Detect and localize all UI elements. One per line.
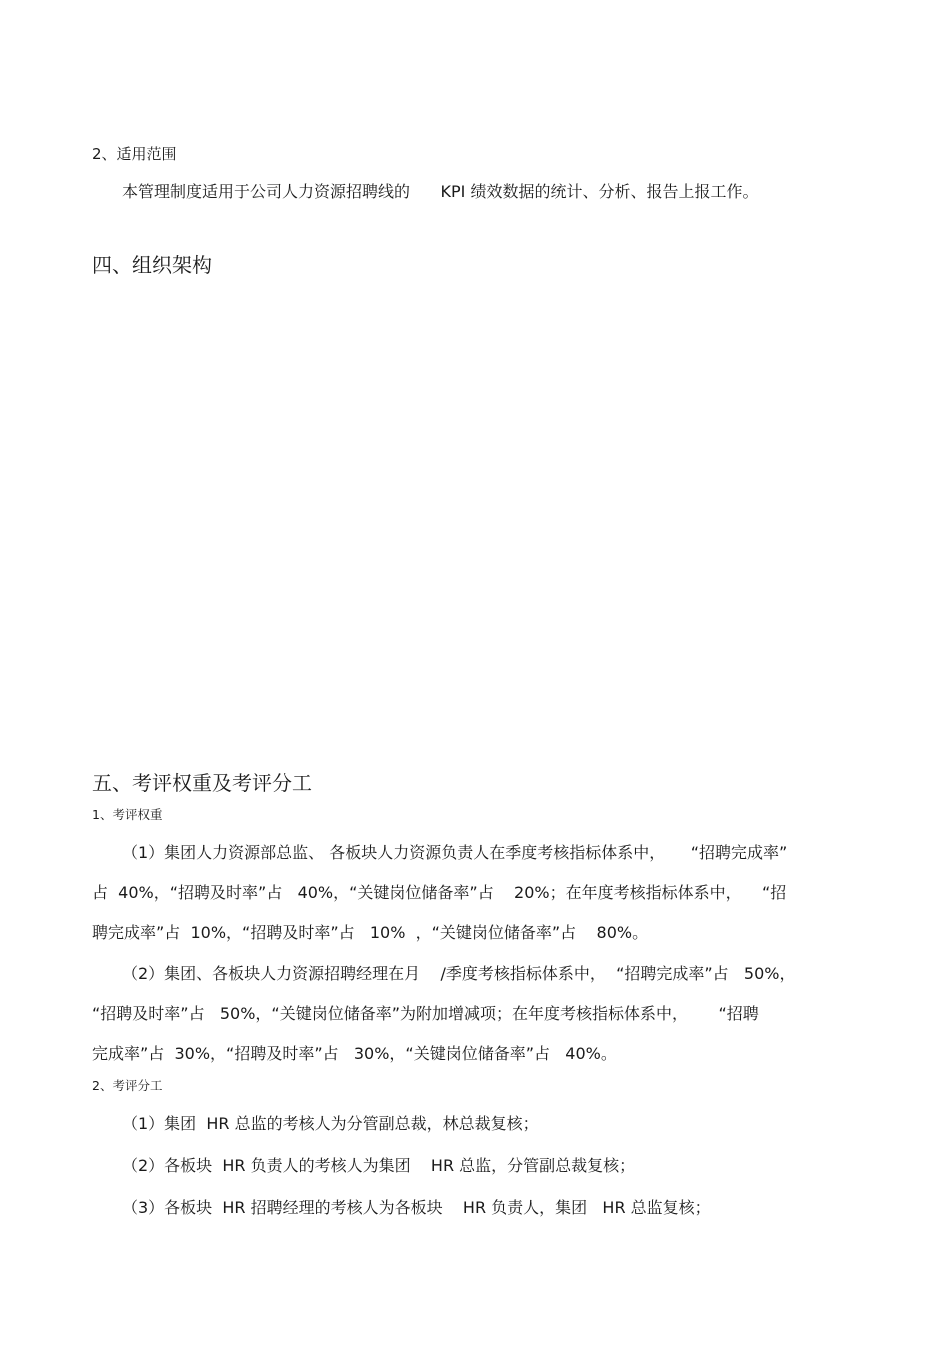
weight-para2-line1: （2）集团、各板块人力资源招聘经理在月 /季度考核指标体系中， “招聘完成率”占 50%，: [122, 964, 796, 983]
division-item-3: （3）各板块 HR 招聘经理的考核人为各板块 HR 负责人，集团 HR 总监复核；: [122, 1198, 711, 1217]
division-item-2: （2）各板块 HR 负责人的考核人为集团 HR 总监，分管副总裁复核；: [122, 1156, 636, 1175]
weight-para2-line2: “招聘及时率”占 50%，“关键岗位储备率”为附加增减项；在年度考核指标体系中， “招聘: [92, 1004, 759, 1023]
applicability-heading: 2、适用范围: [92, 145, 177, 163]
evaluation-section-heading: 五、考评权重及考评分工: [92, 771, 312, 795]
evaluation-division-heading: 2、考评分工: [92, 1078, 163, 1093]
weight-para2-line3: 完成率”占 30%，“招聘及时率”占 30%，“关键岗位储备率”占 40%。: [92, 1044, 617, 1063]
weight-para1-line2: 占 40%，“招聘及时率”占 40%，“关键岗位储备率”占 20%；在年度考核指标体系中， “招: [92, 883, 787, 902]
weight-para1-line3: 聘完成率”占 10%，“招聘及时率”占 10% ，“关键岗位储备率”占 80%。: [92, 923, 649, 942]
evaluation-weight-heading: 1、考评权重: [92, 807, 163, 822]
org-structure-heading: 四、组织架构: [92, 253, 212, 277]
division-item-1: （1）集团 HR 总监的考核人为分管副总裁，林总裁复核；: [122, 1114, 539, 1133]
weight-para1-line1: （1）集团人力资源部总监、 各板块人力资源负责人在季度考核指标体系中， “招聘完成率”: [122, 843, 788, 862]
applicability-body: 本管理制度适用于公司人力资源招聘线的 KPI 绩效数据的统计、分析、报告上报工作。: [122, 182, 759, 201]
